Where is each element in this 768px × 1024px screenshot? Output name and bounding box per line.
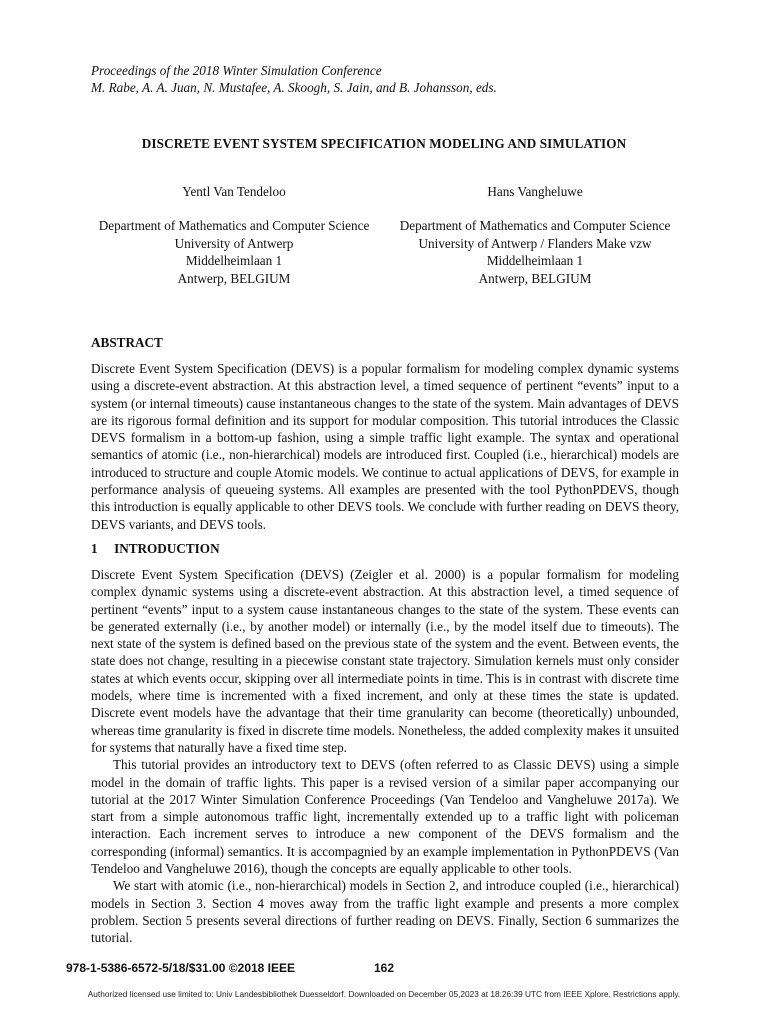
proceedings-editors: M. Rabe, A. A. Juan, N. Mustafee, A. Skoogh, S. Jain, and B. Johansson, eds.	[91, 80, 497, 95]
abstract-body	[91, 360, 679, 533]
affiliation-department: Department of Mathematics and Computer Science	[98, 218, 370, 233]
affiliation-department: Department of Mathematics and Computer Science	[399, 218, 671, 233]
author-affiliation-2	[390, 217, 680, 287]
affiliation-university: University of Antwerp	[174, 235, 294, 251]
proceedings-header	[91, 62, 497, 96]
intro-paragraph-2: This tutorial provides an introductory text to DEVS (often referred to as Classic DEVS) using a simple model in the domain of traffic lights. This paper is a revised version of a similar paper accompanying our tutorial at the 2017 Winter Simulation Conference Proceedings (Van Tendeloo and Vangheluwe 2017a). We start from a simple autonomous traffic light, incrementally extended up to a traffic light with policeman interaction. Each increment serves to introduce a new component of the DEVS formalism and the corresponding (informal) semantics. It is accompagnied by an example implementation in PythonPDEVS (Van Tendeloo and Vangheluwe 2016), though the concepts are equally applicable to other tools.	[91, 757, 679, 877]
isbn-copyright: 978-1-5386-6572-5/18/$31.00 ©2018 IEEE	[66, 961, 296, 975]
license-notice: Authorized licensed use limited to: Univ Landesbibliothek Duesseldorf. Downloaded on December 05,2023 at 18:26:39 UTC from IEEE Xplore. Restrictions apply.	[87, 989, 681, 999]
author-name-2: Hans Vangheluwe	[487, 184, 583, 199]
page-number: 162	[374, 961, 395, 975]
affiliation-university: University of Antwerp / Flanders Make vzw	[418, 235, 652, 251]
abstract-heading: ABSTRACT	[91, 335, 163, 350]
intro-paragraph-3: We start with atomic (i.e., non-hierarchical) models in Section 2, and introduce coupled (i.e., hierarchical) models in Section 3. Section 4 moves away from the traffic light example and presents a more complex problem. Section 5 presents several directions of further reading on DEVS. Finally, Section 6 summarizes the tutorial.	[91, 878, 679, 946]
affiliation-city: Antwerp, BELGIUM	[177, 270, 291, 286]
affiliation-street: Middelheimlaan 1	[185, 253, 283, 268]
intro-paragraph-1: Discrete Event System Specification (DEVS) (Zeigler et al. 2000) is a popular formalism for modeling complex dynamic systems using a discrete-event abstraction. At this abstraction level, a timed sequence of pertinent “events” input to a system cause instantaneous changes to the state of the system. These events can be generated externally (i.e., by another model) or internally (i.e., by the model itself due to timeouts). The next state of the system is defined based on the previous state of the system and the event. Between events, the state does not change, resulting in a piecewise constant state trajectory. Simulation kernels must only consider states at which events occur, skipping over all intermediate points in time. This is in contrast with discrete time models, where time is incremented with a fixed increment, and only at these times the state is updated. Discrete event models have the advantage that their time granularity can become (theoretically) unbounded, whereas time granularity is fixed in discrete time models. Nonetheless, the added complexity makes it unsuited for systems that naturally have a fixed time step.	[91, 567, 679, 755]
introduction-heading: 1 INTRODUCTION	[91, 541, 220, 556]
affiliation-street: Middelheimlaan 1	[486, 253, 584, 268]
paper-title: DISCRETE EVENT SYSTEM SPECIFICATION MODELING AND SIMULATION	[141, 136, 627, 151]
proceedings-line-1: Proceedings of the 2018 Winter Simulation Conference	[91, 63, 382, 78]
author-name-1: Yentl Van Tendeloo	[182, 184, 286, 199]
introduction-body	[91, 566, 679, 947]
abstract-text: Discrete Event System Specification (DEVS) is a popular formalism for modeling complex dynamic systems using a discrete-event abstraction. At this abstraction level, a timed sequence of pertinent “events” input to a system (or internal timeouts) cause instantaneous changes to the state of the system. Main advantages of DEVS are its rigorous formal definition and its support for modular composition. This tutorial introduces the Classic DEVS formalism in a bottom-up fashion, using a simple traffic light example. The syntax and operational semantics of atomic (i.e., non-hierarchical) models are introduced first. Coupled (i.e., hierarchical) models are introduced to structure and couple Atomic models. We continue to actual applications of DEVS, for example in performance analysis of queueing systems. All examples are presented with the tool PythonPDEVS, though this introduction is equally applicable to other DEVS tools. We conclude with further reading on DEVS theory, DEVS variants, and DEVS tools.	[91, 361, 679, 532]
affiliation-city: Antwerp, BELGIUM	[478, 270, 592, 286]
author-affiliation-1	[89, 217, 379, 287]
